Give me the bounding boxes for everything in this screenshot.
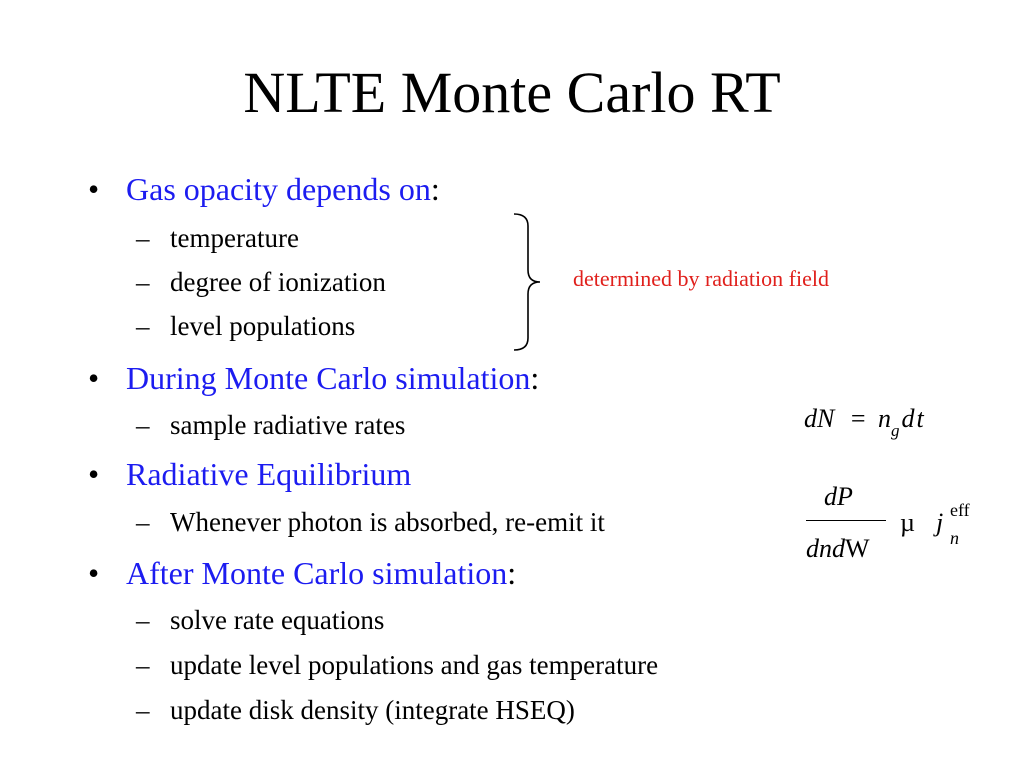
bullet-colon: :	[530, 360, 540, 396]
formula-subscript: n	[950, 528, 959, 548]
formula-subscript: g	[891, 421, 900, 440]
dash-icon: –	[136, 410, 150, 440]
sub-item-text: level populations	[170, 311, 356, 341]
formula-lhs: dN	[804, 404, 835, 433]
formula-n: n	[878, 404, 892, 433]
sub-item-text: Whenever photon is absorbed, re-emit it	[170, 507, 605, 537]
bullet-colon: :	[430, 171, 440, 207]
sub-item-text: degree of ionization	[170, 267, 386, 297]
bullet-icon: •	[88, 360, 100, 396]
bullet-icon: •	[88, 555, 100, 591]
slide-title: NLTE Monte Carlo RT	[243, 60, 781, 125]
bullet-icon: •	[88, 171, 100, 207]
annotation-text: determined by radiation field	[573, 266, 829, 291]
fraction-denominator	[806, 534, 870, 564]
proportional-symbol: µ	[900, 508, 915, 537]
fraction-numerator: dP	[824, 482, 853, 511]
formula-dn	[804, 404, 924, 440]
dash-icon: –	[136, 311, 150, 341]
dash-icon: –	[136, 267, 150, 297]
bullet-heading: Gas opacity depends on	[126, 171, 431, 207]
dash-icon: –	[136, 605, 150, 635]
bullet-heading: Radiative Equilibrium	[126, 456, 412, 492]
denominator-roman: W	[845, 534, 870, 563]
formula-d: d	[901, 404, 915, 433]
bullet-heading: After Monte Carlo simulation	[126, 555, 508, 591]
bullet-heading: During Monte Carlo simulation	[126, 360, 531, 396]
sub-item-text: solve rate equations	[170, 605, 385, 635]
dash-icon: –	[136, 507, 150, 537]
formula-j: j	[936, 508, 944, 537]
formula-dp	[806, 482, 996, 568]
dash-icon: –	[136, 223, 150, 253]
formula-t: t	[916, 404, 924, 433]
dash-icon: –	[136, 695, 150, 725]
curly-brace-icon	[510, 212, 546, 352]
sub-item-text: update disk density (integrate HSEQ)	[170, 695, 575, 725]
bullet-colon: :	[507, 555, 517, 591]
denominator-italic: dnd	[806, 534, 845, 563]
fraction-bar	[806, 520, 886, 521]
sub-item-text: temperature	[170, 223, 299, 253]
sub-item-text: sample radiative rates	[170, 410, 406, 440]
formula-equals: =	[850, 404, 866, 433]
dash-icon: –	[136, 650, 150, 680]
bullet-icon: •	[88, 456, 100, 492]
formula-superscript: eff	[950, 500, 970, 520]
sub-item-text: update level populations and gas temperature	[170, 650, 659, 680]
